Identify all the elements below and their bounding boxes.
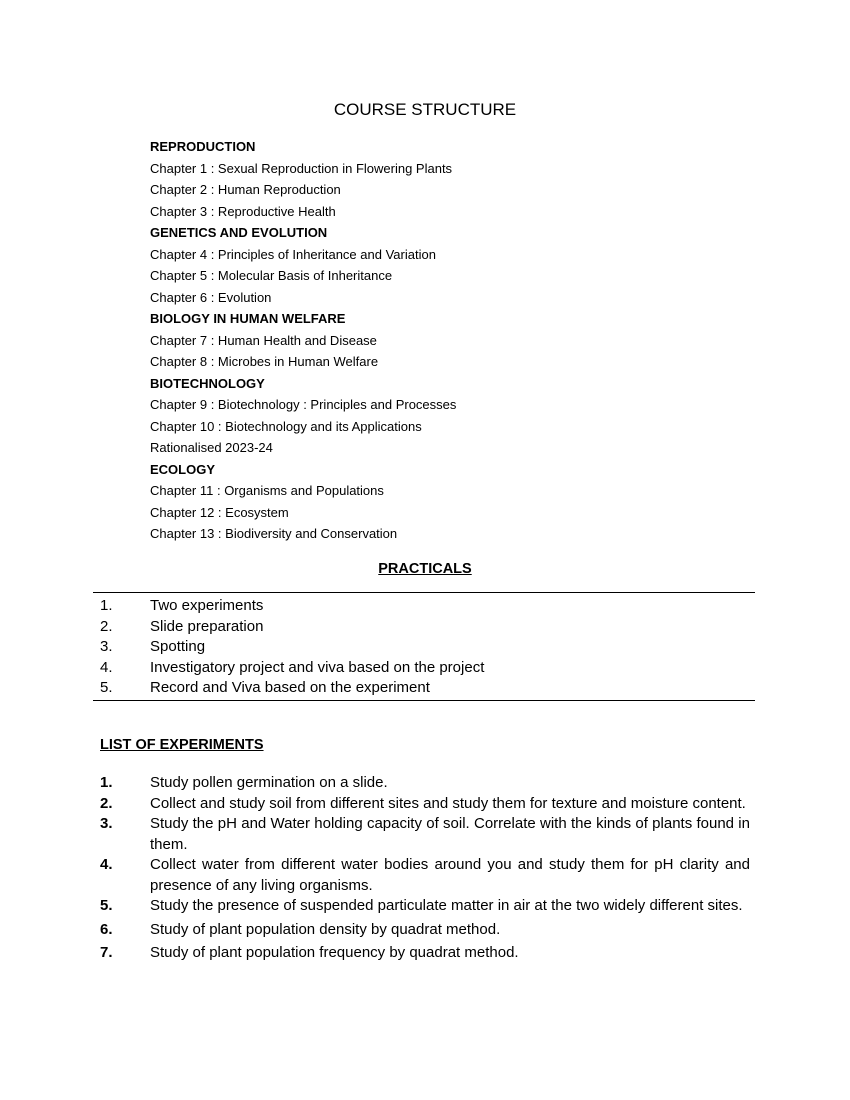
item-number: 4.: [100, 658, 113, 676]
experiment-item: [100, 814, 750, 855]
item-text: Investigatory project and viva based on the project: [150, 658, 485, 676]
experiment-item: [100, 943, 750, 964]
experiments-list: [100, 773, 750, 964]
table-rule-top: [93, 592, 755, 593]
chapter-item: Chapter 6 : Evolution: [150, 289, 272, 305]
rationalised-note: Rationalised 2023-24: [150, 440, 273, 455]
item-text: Study pollen germination on a slide.: [150, 774, 388, 791]
item-number: 1.: [100, 597, 113, 614]
chapter-item: Chapter 9 : Biotechnology : Principles and Processes: [150, 397, 457, 412]
chapter-item: Chapter 2 : Human Reproduction: [150, 182, 341, 197]
experiment-item: [100, 920, 750, 941]
course-structure-list: [150, 136, 770, 545]
chapter-item: Chapter 11 : Organisms and Populations: [150, 483, 384, 498]
item-text: Slide preparation: [150, 617, 264, 635]
chapter-item: Chapter 4 : Principles of Inheritance and Variation: [150, 246, 436, 262]
unit-heading: BIOLOGY IN HUMAN WELFARE: [150, 311, 346, 326]
experiments-heading: LIST OF EXPERIMENTS: [100, 737, 264, 753]
item-text: Record and Viva based on the experiment: [150, 679, 430, 696]
item-number: 7.: [100, 944, 113, 961]
item-text: Study the pH and Water holding capacity of soil. Correlate with the kinds of plants found in them.: [150, 815, 750, 853]
item-text: Collect and study soil from different sites and study them for texture and moisture content.: [150, 794, 746, 812]
item-text: Study of plant population frequency by quadrat method.: [150, 944, 519, 961]
item-number: 5.: [100, 679, 113, 696]
item-number: 3.: [100, 638, 113, 655]
unit-heading: GENETICS AND EVOLUTION: [150, 225, 328, 240]
item-number: 5.: [100, 897, 113, 914]
item-number: 2.: [100, 794, 113, 812]
unit-heading: ECOLOGY: [150, 461, 216, 477]
item-text: Study the presence of suspended particulate matter in air at the two widely different sites.: [150, 897, 743, 914]
item-text: Spotting: [150, 638, 206, 655]
page-title: COURSE STRUCTURE: [333, 100, 517, 119]
chapter-item: Chapter 7 : Human Health and Disease: [150, 332, 377, 348]
practicals-list: [100, 596, 750, 699]
chapter-item: Chapter 8 : Microbes in Human Welfare: [150, 354, 379, 369]
experiment-item: [100, 794, 750, 815]
practical-item: [100, 678, 750, 699]
experiment-item: [100, 855, 750, 896]
experiment-item: [100, 896, 750, 917]
chapter-item: Chapter 10 : Biotechnology and its Applications: [150, 418, 422, 434]
item-number: 3.: [100, 815, 113, 832]
item-text: Collect water from different water bodies around you and study them for pH clarity and presence of any living organisms.: [150, 856, 750, 894]
item-number: 4.: [100, 856, 113, 873]
chapter-item: Chapter 3 : Reproductive Health: [150, 203, 336, 219]
chapter-item: Chapter 1 : Sexual Reproduction in Flowering Plants: [150, 160, 453, 176]
item-number: 6.: [100, 920, 113, 938]
practical-item: [100, 658, 750, 679]
practicals-heading: PRACTICALS: [378, 561, 472, 577]
practical-item: [100, 596, 750, 617]
table-rule-bottom: [93, 700, 755, 701]
unit-heading: BIOTECHNOLOGY: [150, 375, 265, 391]
practical-item: [100, 637, 750, 658]
chapter-item: Chapter 5 : Molecular Basis of Inheritance: [150, 268, 393, 283]
practical-item: [100, 617, 750, 638]
experiment-item: [100, 773, 750, 794]
chapter-item: Chapter 12 : Ecosystem: [150, 504, 289, 520]
chapter-item: Chapter 13 : Biodiversity and Conservation: [150, 526, 398, 541]
item-number: 2.: [100, 617, 113, 635]
item-text: Study of plant population density by quadrat method.: [150, 920, 501, 938]
item-text: Two experiments: [150, 597, 264, 614]
item-number: 1.: [100, 774, 113, 791]
unit-heading: REPRODUCTION: [150, 139, 256, 154]
